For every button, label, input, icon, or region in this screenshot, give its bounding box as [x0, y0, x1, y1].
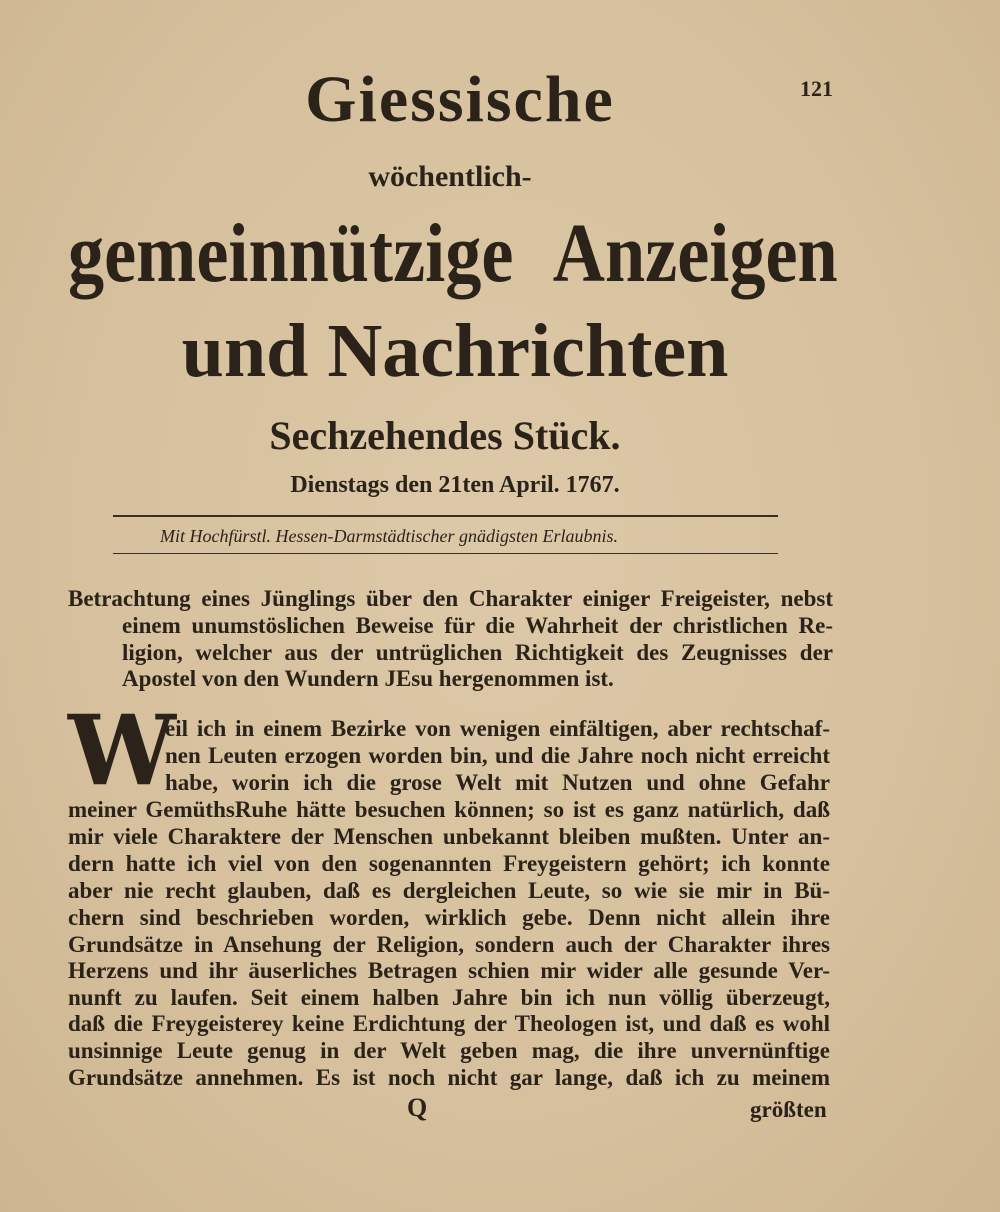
body-line: eil ich in einem Bezirke von wenigen einfältigen, aber rechtschaf-: [165, 716, 830, 741]
rule-bottom: [113, 553, 778, 554]
page-number: 121: [800, 76, 833, 101]
body-line: mir viele Charaktere der Menschen unbekannt bleiben mußten. Unter an-: [68, 824, 830, 849]
body-line: habe, worin ich die grose Welt mit Nutzen und ohne Gefahr: [165, 770, 830, 795]
body-line: daß die Freygeisterey keine Erdichtung der Theologen ist, und daß es wohl: [68, 1011, 830, 1036]
body-line: nen Leuten erzogen worden bin, und die Jahre noch nicht erreicht: [165, 743, 830, 768]
permission-line: Mit Hochfürstl. Hessen-Darmstädtischer gnädigsten Erlaubnis.: [160, 526, 618, 546]
masthead-title: Giessische: [305, 63, 615, 136]
heading-line: ligion, welcher aus der untrüglichen Richtigkeit des Zeugnisses der: [122, 640, 833, 665]
heading-line: einem unumstöslichen Beweise für die Wahrheit der christlichen Re-: [122, 613, 833, 638]
heading-line: Betrachtung eines Jünglings über den Charakter einiger Freigeister, nebst: [68, 586, 833, 611]
masthead-subtitle: wöchentlich-: [368, 160, 532, 193]
rule-top: [113, 515, 778, 517]
issue-date: Dienstags den 21ten April. 1767.: [290, 472, 620, 498]
drop-cap: W: [68, 694, 176, 807]
body-line: chern sind beschrieben worden, wirklich gebe. Denn nicht allein ihre: [68, 905, 830, 930]
issue-number: Sechzehendes Stück.: [269, 413, 621, 458]
body-line: unsinnige Leute genug in der Welt geben mag, die ihre unvernünftige: [68, 1038, 830, 1063]
heading-line: Apostel von den Wundern JEsu hergenommen ist.: [122, 666, 614, 691]
catchword: größten: [750, 1097, 827, 1122]
body-line: nunft zu laufen. Seit einem halben Jahre bin ich nun völlig überzeugt,: [68, 985, 830, 1010]
body-line: meiner GemüthsRuhe hätte besuchen können; so ist es ganz natürlich, daß: [68, 797, 830, 822]
body-line: dern hatte ich viel von den sogenannten Freygeistern gehört; ich konnte: [68, 851, 830, 876]
signature-mark: Q: [407, 1093, 428, 1122]
body-line: aber nie recht glauben, daß es dergleichen Leute, so wie sie mir in Bü-: [68, 878, 830, 903]
body-line: Herzens und ihr äuserliches Betragen schien mir wider alle gesunde Ver-: [68, 958, 830, 983]
masthead-title-line2: gemeinnützige Anzeigen: [68, 207, 838, 300]
masthead-title-line3: und Nachrichten: [181, 309, 729, 393]
body-line: Grundsätze annehmen. Es ist noch nicht gar lange, daß ich zu meinem: [68, 1065, 830, 1090]
body-line: Grundsätze in Ansehung der Religion, sondern auch der Charakter ihres: [68, 932, 830, 957]
